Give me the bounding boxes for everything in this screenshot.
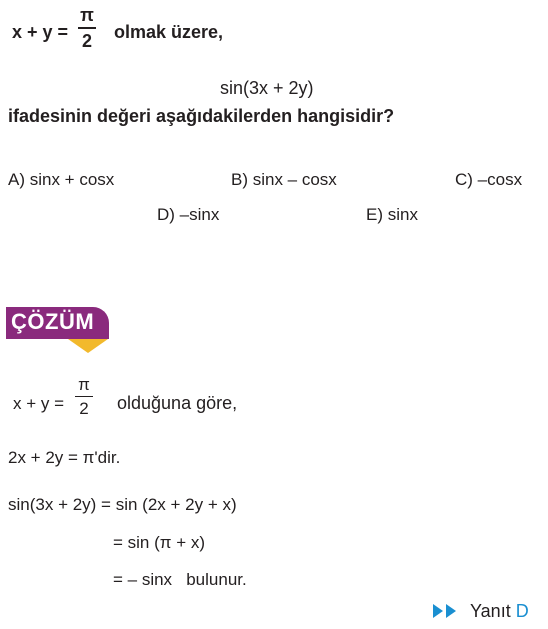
- solution-badge-label: ÇÖZÜM: [11, 309, 95, 334]
- option-d[interactable]: D) –sinx: [157, 205, 220, 224]
- solution-line4: = sin (π + x): [113, 533, 206, 552]
- premise-numerator: π: [80, 5, 94, 25]
- premise-denominator: 2: [81, 31, 92, 51]
- option-c[interactable]: C) –cosx: [455, 170, 523, 189]
- question-prompt: ifadesinin değeri aşağıdakilerden hangisidir?: [8, 106, 395, 126]
- play-arrow-icon: [446, 604, 456, 618]
- solution-line5: = – sinx bulunur.: [113, 570, 247, 589]
- badge-pointer-icon: [68, 339, 108, 353]
- solution-line3: sin(3x + 2y) = sin (2x + 2y + x): [8, 495, 237, 514]
- answer-letter: D: [515, 601, 529, 621]
- answer-label: Yanıt: [470, 601, 511, 621]
- solution-numerator: π: [78, 375, 90, 394]
- option-b[interactable]: B) sinx – cosx: [231, 170, 337, 189]
- solution-line1-rest: olduğuna göre,: [117, 393, 238, 413]
- fraction-bar: [75, 396, 93, 397]
- solution-denominator: 2: [79, 399, 89, 418]
- option-e[interactable]: E) sinx: [366, 205, 418, 224]
- premise-rest: olmak üzere,: [114, 22, 224, 42]
- fraction-bar: [78, 27, 96, 29]
- premise-lhs: x + y =: [12, 22, 69, 42]
- answer: [470, 601, 529, 622]
- option-a[interactable]: A) sinx + cosx: [8, 170, 115, 189]
- solution-line1-lhs: x + y =: [13, 394, 65, 413]
- premise-fraction: [78, 6, 96, 50]
- solution-fraction: [75, 376, 93, 417]
- solution-line2: 2x + 2y = π'dir.: [8, 448, 121, 467]
- question-expression: sin(3x + 2y): [220, 78, 314, 98]
- play-arrow-icon: [433, 604, 443, 618]
